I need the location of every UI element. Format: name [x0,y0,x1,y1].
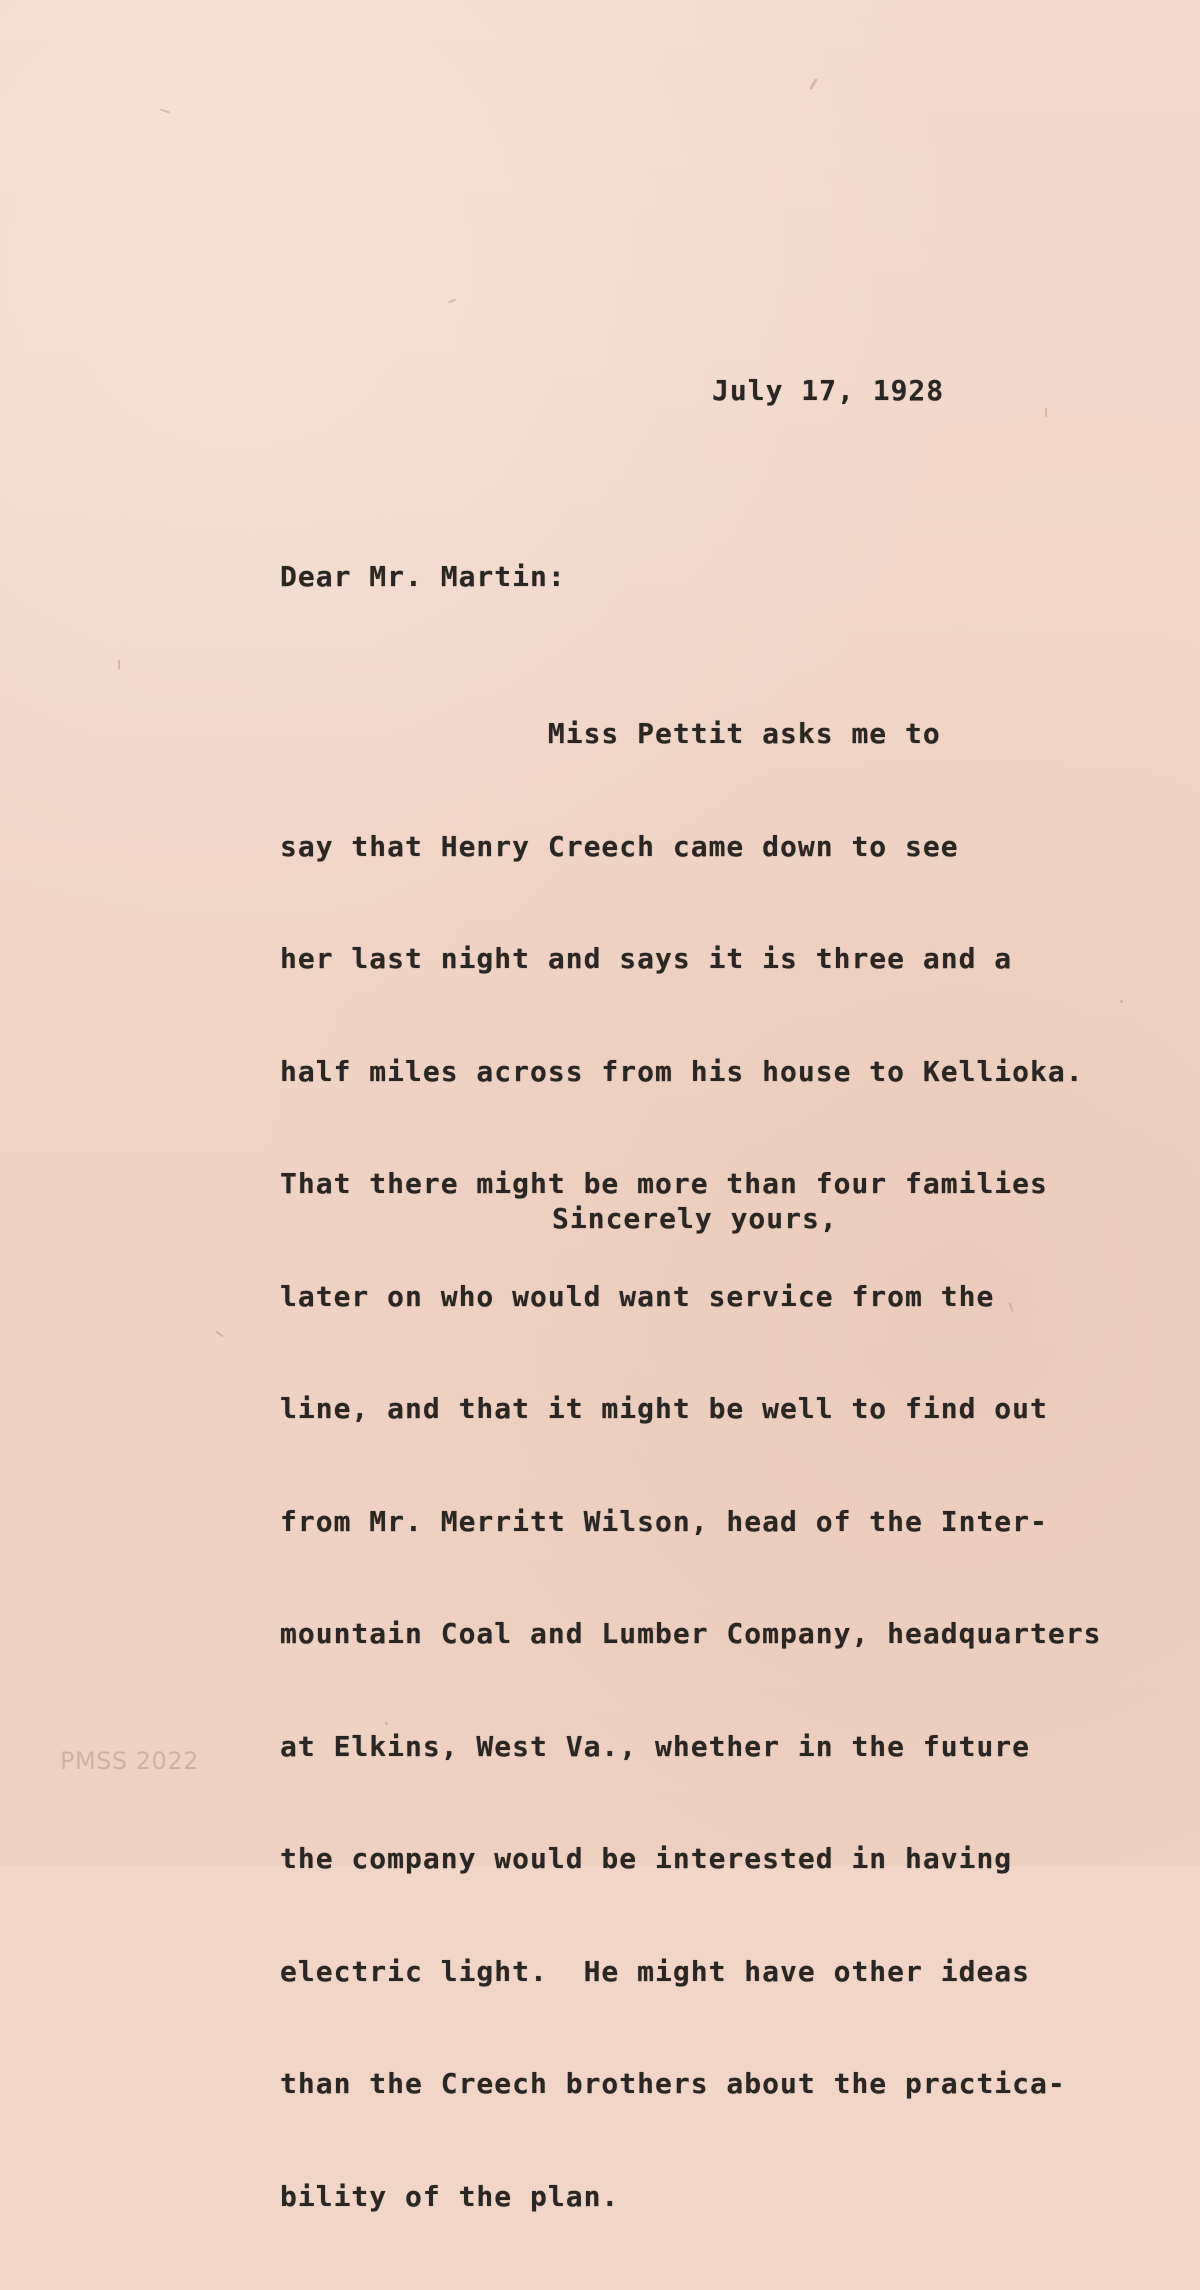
paper-fleck [809,78,818,90]
body-line: than the Creech brothers about the practica- [280,2067,1066,2100]
archive-watermark: PMSS 2022 [60,1747,199,1775]
paper-fleck [160,108,170,113]
body-line: half miles across from his house to Kellioka. [280,1054,1084,1088]
paper-fleck [1045,408,1047,417]
paper-fleck [215,1331,224,1338]
body-line: line, and that it might be well to find out [280,1392,1048,1425]
body-line: bility of the plan. [280,2179,620,2213]
body-line: from Mr. Merritt Wilson, head of the Inter- [280,1504,1048,1538]
paper-fleck [448,298,456,303]
body-line: her last night and says it is three and a [280,942,1013,975]
paper-fleck [1120,1000,1123,1003]
letter-date: July 17, 1928 [712,374,945,407]
body-line: mountain Coal and Lumber Company, headquarters [280,1617,1102,1650]
body-line: That there might be more than four families [280,1167,1048,1200]
letter-closing: Sincerely yours, [552,1202,838,1235]
body-line: later on who would want service from the [280,1279,995,1313]
body-line: the company would be interested in having [280,1842,1013,1875]
body-line: at Elkins, West Va., whether in the future [280,1729,1031,1763]
body-line: say that Henry Creech came down to see [280,829,959,863]
body-line: electric light. He might have other ideas [280,1954,1031,1988]
body-line: Miss Pettit asks me to [280,717,941,750]
letter-body [280,640,1101,2290]
letter-salutation: Dear Mr. Martin: [280,560,566,593]
paper-fleck [118,660,120,670]
